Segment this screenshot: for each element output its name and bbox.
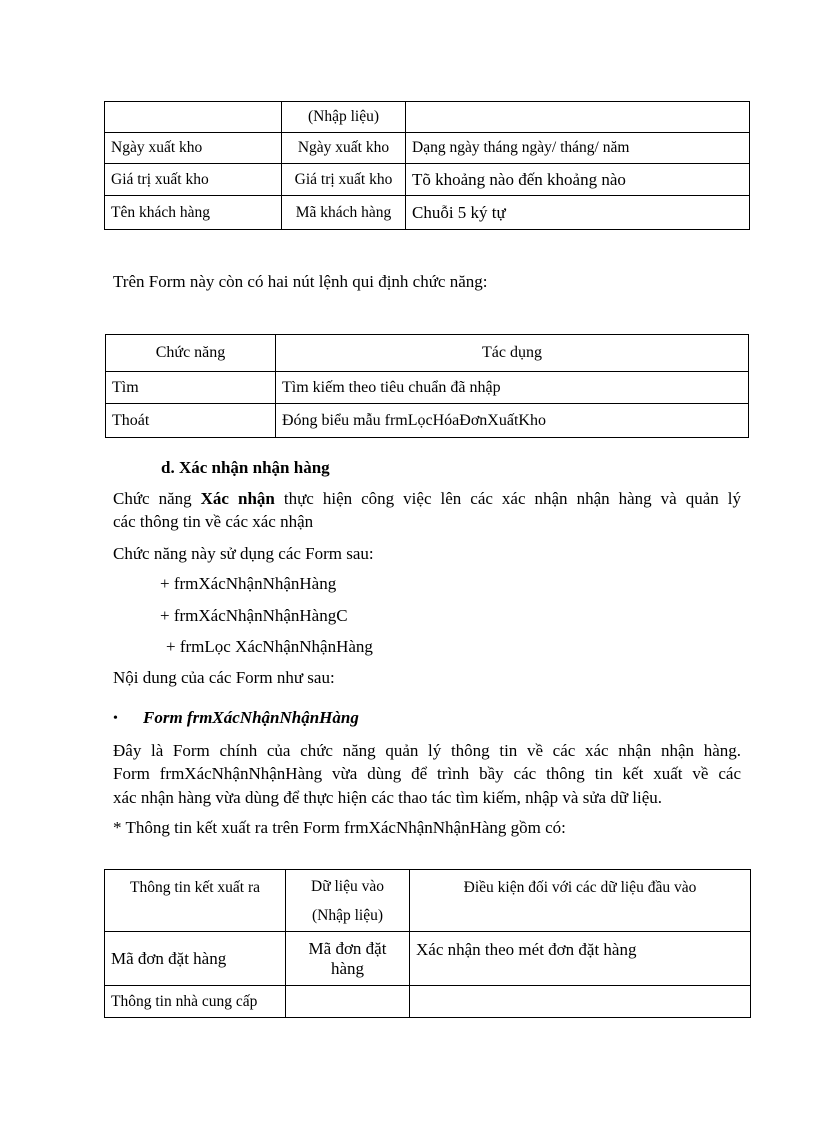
bullet-title: Form frmXácNhậnNhậnHàng — [143, 708, 359, 727]
paragraph: Đây là Form chính của chức năng quản lý thông tin về các xác nhận nhận hàng. — [113, 741, 741, 760]
table-cell: Thoát — [106, 404, 276, 438]
form-list-item: + frmXácNhậnNhậnHàngC — [160, 606, 348, 625]
paragraph: Chức năng Xác nhận thực hiện công việc lên các xác nhận nhận hàng và quản lý — [113, 489, 741, 508]
buttons-intro-text: Trên Form này còn có hai nút lệnh qui định chức năng: — [113, 272, 488, 291]
table-header-cell: Thông tin kết xuất ra — [105, 870, 286, 932]
table-cell — [406, 102, 750, 133]
table-cell: Tên khách hàng — [105, 196, 282, 230]
paragraph: Chức năng này sử dụng các Form sau: — [113, 544, 374, 563]
table-cell: Tìm kiếm theo tiêu chuẩn đã nhập — [276, 372, 749, 404]
form-list-item: + frmXácNhậnNhậnHàng — [160, 574, 337, 593]
table-cell: Chuỗi 5 ký tự — [406, 196, 750, 230]
table-cell: Ngày xuất kho — [282, 133, 406, 164]
table-cell — [286, 986, 410, 1018]
table-cell: Ngày xuất kho — [105, 133, 282, 164]
form-list-item: + frmLọc XácNhậnNhậnHàng — [166, 637, 373, 656]
input-criteria-table — [104, 101, 750, 230]
table-cell: Tõ khoảng nào đến khoảng nào — [406, 164, 750, 196]
table-cell: Thông tin nhà cung cấp — [105, 986, 286, 1018]
table-header-cell: Tác dụng — [276, 335, 749, 372]
table-cell: Dạng ngày tháng ngày/ tháng/ năm — [406, 133, 750, 164]
bullet-icon: • — [113, 711, 118, 726]
output-info-table — [104, 869, 751, 1018]
table-header-cell: Điều kiện đối với các dữ liệu đầu vào — [410, 870, 751, 932]
table-cell: Mã khách hàng — [282, 196, 406, 230]
table-cell: Tìm — [106, 372, 276, 404]
table-cell: Đóng biểu mẫu frmLọcHóaĐơnXuấtKho — [276, 404, 749, 438]
table-cell: Giá trị xuất kho — [282, 164, 406, 196]
table-cell — [410, 986, 751, 1018]
table-header-cell: Dữ liệu vào (Nhập liệu) — [286, 870, 410, 932]
paragraph: Nội dung của các Form như sau: — [113, 668, 335, 687]
table-cell: Giá trị xuất kho — [105, 164, 282, 196]
table-cell: Mã đơn đặt hàng — [286, 932, 410, 986]
table-cell — [105, 102, 282, 133]
paragraph: các thông tin về các xác nhận — [113, 512, 314, 531]
table-cell: Xác nhận theo mét đơn đặt hàng — [410, 932, 751, 986]
paragraph: xác nhận hàng vừa dùng để thực hiện các thao tác tìm kiếm, nhập và sửa dữ liệu. — [113, 788, 663, 807]
table-header-cell: Chức năng — [106, 335, 276, 372]
section-heading: d. Xác nhận nhận hàng — [161, 458, 330, 477]
table-cell: (Nhập liệu) — [282, 102, 406, 133]
paragraph: Form frmXácNhậnNhậnHàng vừa dùng để trình bầy các thông tin kết xuất về các — [113, 764, 741, 783]
paragraph: * Thông tin kết xuất ra trên Form frmXácNhậnNhậnHàng gồm có: — [113, 818, 566, 837]
table-cell: Mã đơn đặt hàng — [105, 932, 286, 986]
buttons-table — [105, 334, 749, 438]
